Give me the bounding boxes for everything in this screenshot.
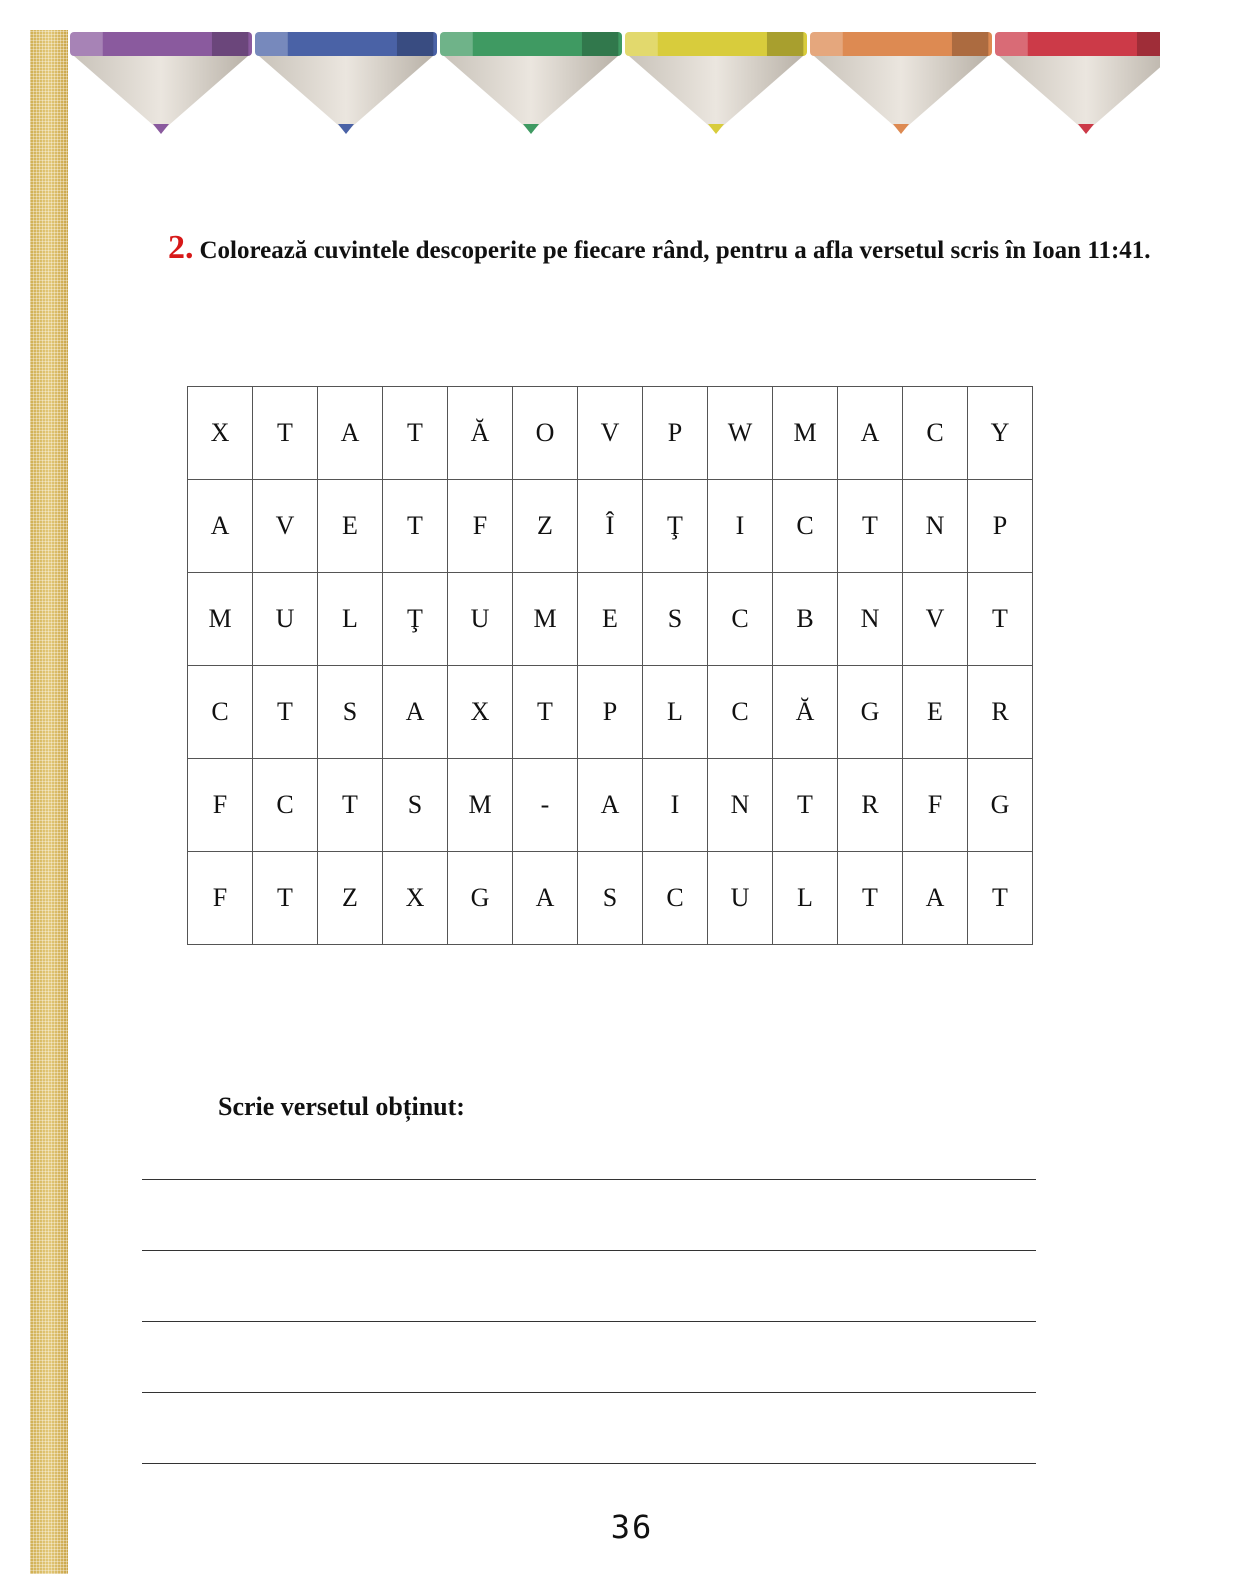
grid-cell[interactable]: T xyxy=(773,759,838,852)
grid-cell[interactable]: L xyxy=(318,573,383,666)
grid-row xyxy=(188,666,1033,759)
writing-line[interactable] xyxy=(142,1250,1036,1251)
grid-cell[interactable]: C xyxy=(188,666,253,759)
writing-line[interactable] xyxy=(142,1463,1036,1464)
grid-cell[interactable]: T xyxy=(838,480,903,573)
grid-cell[interactable]: S xyxy=(578,852,643,945)
grid-cell[interactable]: P xyxy=(578,666,643,759)
grid-cell[interactable]: V xyxy=(903,573,968,666)
writing-line[interactable] xyxy=(142,1321,1036,1322)
pencil-tip xyxy=(995,32,1160,134)
grid-cell[interactable]: N xyxy=(838,573,903,666)
grid-cell[interactable]: N xyxy=(903,480,968,573)
grid-cell[interactable]: F xyxy=(188,852,253,945)
grid-cell[interactable]: Ă xyxy=(773,666,838,759)
pencil-tip xyxy=(255,32,437,134)
grid-cell[interactable]: V xyxy=(578,387,643,480)
grid-cell[interactable]: C xyxy=(708,573,773,666)
grid-cell[interactable]: T xyxy=(253,666,318,759)
word-search-grid xyxy=(187,386,1033,945)
grid-row xyxy=(188,480,1033,573)
grid-cell[interactable]: Z xyxy=(513,480,578,573)
grid-cell[interactable]: Î xyxy=(578,480,643,573)
grid-cell[interactable]: - xyxy=(513,759,578,852)
grid-cell[interactable]: A xyxy=(188,480,253,573)
grid-cell[interactable]: C xyxy=(773,480,838,573)
grid-cell[interactable]: A xyxy=(318,387,383,480)
grid-cell[interactable]: A xyxy=(578,759,643,852)
pencil-tips-banner xyxy=(70,28,1160,140)
grid-row xyxy=(188,852,1033,945)
page-number: 36 xyxy=(610,1508,654,1546)
grid-cell[interactable]: T xyxy=(968,852,1033,945)
writing-line[interactable] xyxy=(142,1392,1036,1393)
grid-cell[interactable]: F xyxy=(903,759,968,852)
answer-label: Scrie versetul obținut: xyxy=(218,1092,465,1121)
grid-cell[interactable]: C xyxy=(708,666,773,759)
grid-cell[interactable]: U xyxy=(708,852,773,945)
grid-cell[interactable]: S xyxy=(643,573,708,666)
decorative-side-border xyxy=(30,30,68,1574)
grid-cell[interactable]: F xyxy=(448,480,513,573)
grid-cell[interactable]: P xyxy=(643,387,708,480)
grid-cell[interactable]: T xyxy=(383,387,448,480)
pencil-tip xyxy=(810,32,992,134)
grid-cell[interactable]: M xyxy=(448,759,513,852)
grid-cell[interactable]: L xyxy=(773,852,838,945)
grid-cell[interactable]: X xyxy=(448,666,513,759)
grid-cell[interactable]: G xyxy=(968,759,1033,852)
grid-cell[interactable]: T xyxy=(383,480,448,573)
grid-cell[interactable]: G xyxy=(448,852,513,945)
grid-cell[interactable]: R xyxy=(838,759,903,852)
grid-cell[interactable]: T xyxy=(513,666,578,759)
grid-cell[interactable]: Ă xyxy=(448,387,513,480)
grid-cell[interactable]: E xyxy=(578,573,643,666)
grid-cell[interactable]: L xyxy=(643,666,708,759)
grid-cell[interactable]: W xyxy=(708,387,773,480)
grid-cell[interactable]: E xyxy=(903,666,968,759)
grid-cell[interactable]: A xyxy=(838,387,903,480)
exercise-instruction xyxy=(96,225,1186,274)
grid-cell[interactable]: A xyxy=(513,852,578,945)
instruction-text: Colorează cuvintele descoperite pe fiecare rând, pentru a afla versetul scris în Ioan 11:41. xyxy=(199,237,1151,264)
grid-cell[interactable]: X xyxy=(188,387,253,480)
grid-cell[interactable]: N xyxy=(708,759,773,852)
grid-cell[interactable]: F xyxy=(188,759,253,852)
writing-line[interactable] xyxy=(142,1179,1036,1180)
grid-cell[interactable]: T xyxy=(253,852,318,945)
grid-cell[interactable]: X xyxy=(383,852,448,945)
grid-cell[interactable]: Y xyxy=(968,387,1033,480)
grid-cell[interactable]: S xyxy=(318,666,383,759)
grid-cell[interactable]: C xyxy=(643,852,708,945)
grid-cell[interactable]: M xyxy=(513,573,578,666)
grid-cell[interactable]: A xyxy=(903,852,968,945)
grid-row xyxy=(188,573,1033,666)
exercise-number: 2. xyxy=(168,229,194,266)
grid-cell[interactable]: U xyxy=(253,573,318,666)
grid-cell[interactable]: Ţ xyxy=(383,573,448,666)
grid-cell[interactable]: T xyxy=(838,852,903,945)
grid-cell[interactable]: I xyxy=(708,480,773,573)
grid-cell[interactable]: C xyxy=(253,759,318,852)
grid-cell[interactable]: P xyxy=(968,480,1033,573)
grid-cell[interactable]: O xyxy=(513,387,578,480)
grid-cell[interactable]: V xyxy=(253,480,318,573)
grid-cell[interactable]: Ţ xyxy=(643,480,708,573)
grid-cell[interactable]: T xyxy=(318,759,383,852)
grid-row xyxy=(188,387,1033,480)
grid-row xyxy=(188,759,1033,852)
pencil-tip xyxy=(70,32,252,134)
grid-cell[interactable]: T xyxy=(253,387,318,480)
grid-cell[interactable]: C xyxy=(903,387,968,480)
grid-cell[interactable]: I xyxy=(643,759,708,852)
grid-cell[interactable]: S xyxy=(383,759,448,852)
grid-cell[interactable]: M xyxy=(188,573,253,666)
grid-cell[interactable]: A xyxy=(383,666,448,759)
grid-cell[interactable]: G xyxy=(838,666,903,759)
grid-cell[interactable]: B xyxy=(773,573,838,666)
grid-cell[interactable]: R xyxy=(968,666,1033,759)
pencil-tip xyxy=(440,32,622,134)
grid-cell[interactable]: T xyxy=(968,573,1033,666)
pencil-tip xyxy=(625,32,807,134)
grid-cell[interactable]: Z xyxy=(318,852,383,945)
grid-cell[interactable]: M xyxy=(773,387,838,480)
grid-cell[interactable]: E xyxy=(318,480,383,573)
grid-cell[interactable]: U xyxy=(448,573,513,666)
